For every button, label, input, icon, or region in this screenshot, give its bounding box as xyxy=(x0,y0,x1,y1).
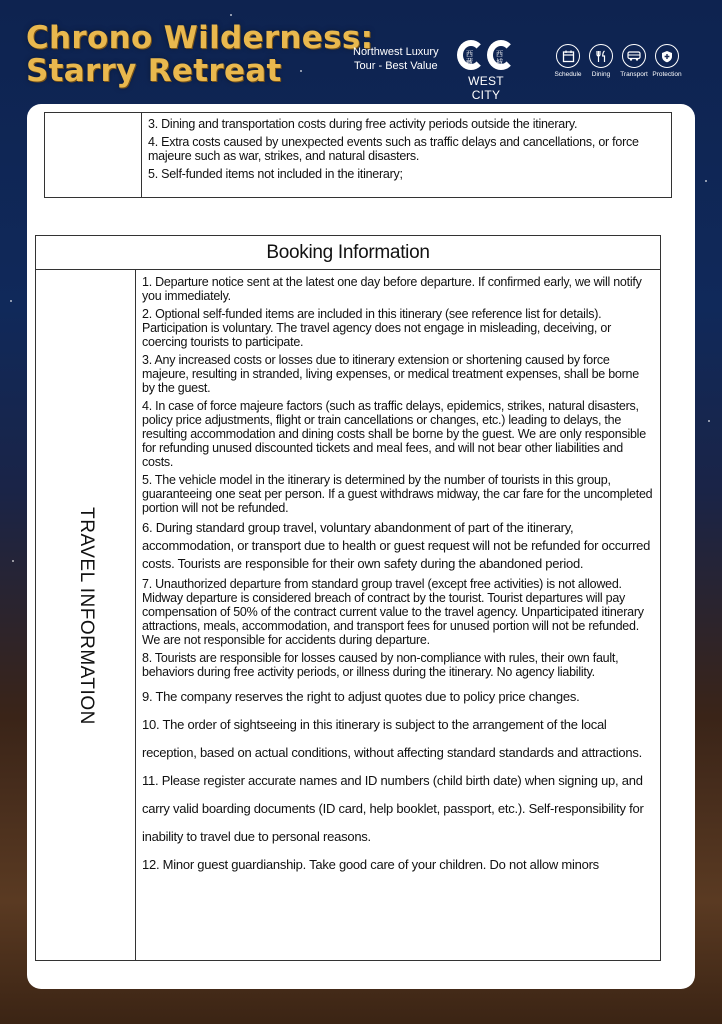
table-content-cell xyxy=(142,113,671,197)
schedule-icon xyxy=(556,44,580,68)
feature-transport xyxy=(620,44,648,78)
booking-body xyxy=(36,270,660,961)
transport-label: Transport xyxy=(620,71,648,78)
feature-schedule xyxy=(554,44,582,78)
star-decoration xyxy=(708,420,710,422)
section-title: Booking Information xyxy=(36,236,660,270)
list-item: 7. Unauthorized departure from standard group travel (except free activities) is not allowed. Midway departure is considered breach of contract by the tourist. Tourist departures will pay compensation of 50% of the contract current value to the travel agency. Unparticipated itinerary attractions, meals, accommodation, and transport fees for unused portion will not be refunded. We are not responsible for accidents during departure. xyxy=(142,577,644,647)
excluded-costs-table xyxy=(44,112,672,198)
title-line-2: Starry Retreat xyxy=(26,53,282,89)
list-item: 2. Optional self-funded items are included in this itinerary (see reference list for details). Participation is voluntary. The travel agency does not engage in misleading, deceiving, or coercing tourists to participate. xyxy=(142,307,611,349)
logo-text: WEST CITY xyxy=(468,74,504,102)
schedule-label: Schedule xyxy=(554,71,582,78)
list-item: 10. The order of sightseeing in this itinerary is subject to the arrangement of the local reception, based on actual conditions, without affecting standard standards and attractions. xyxy=(142,717,642,760)
booking-information-table xyxy=(35,235,661,961)
list-item: 6. During standard group travel, voluntary abandonment of part of the itinerary, accommodation, or transport due to health or guest request will not be refunded for occurred costs. Tourists are responsible for their own safety during the abandoned period. xyxy=(142,520,651,571)
list-item: 5. Self-funded items not included in the itinerary; xyxy=(148,167,403,181)
list-item: 1. Departure notice sent at the latest one day before departure. If confirmed early, we will notify you immediately. xyxy=(142,275,642,303)
list-item: 3. Any increased costs or losses due to itinerary extension or shortening caused by force majeure, resulting in stranded, living expenses, or medical treatment expenses, shall be borne by the guest. xyxy=(142,353,639,395)
list-item: 5. The vehicle model in the itinerary is determined by the number of tourists in this group, guaranteeing one seat per person. If a guest withdraws midway, the car fare for the uncompleted portion will not be refunded. xyxy=(142,473,653,515)
star-decoration xyxy=(705,180,707,182)
list-item: 4. In case of force majeure factors (such as traffic delays, epidemics, strikes, natural disasters, policy price adjustments, flight or train cancellations or changes, etc.) leading to delays, the resulting accommodation and dining costs shall be borne by the guest. We are only responsible for refunding unused discounted tickets and meal fees, and will not bear other liabilities and costs. xyxy=(142,399,646,469)
west-city-logo xyxy=(455,40,517,102)
logo-c-right xyxy=(487,40,515,70)
protection-icon xyxy=(655,44,679,68)
list-item: 9. The company reserves the right to adjust quotes due to policy price changes. xyxy=(142,689,580,704)
logo-glyph-right: 西城 xyxy=(496,51,503,66)
logo-mark xyxy=(455,40,517,70)
tagline-line-1: Northwest Luxury xyxy=(353,46,439,58)
list-item: 8. Tourists are responsible for losses caused by non-compliance with rules, their own fault, behaviors during free activity periods, or illness during the itinerary. No agency liability. xyxy=(142,651,619,679)
side-label: TRAVEL INFORMATION xyxy=(75,506,97,725)
feature-icons xyxy=(554,44,681,78)
brand-title xyxy=(26,22,373,88)
list-item: 3. Dining and transportation costs during free activity periods outside the itinerary. xyxy=(148,117,578,131)
feature-protection xyxy=(653,44,681,78)
feature-dining xyxy=(587,44,615,78)
table-label-cell xyxy=(45,113,142,197)
logo-glyph-left: 西藏 xyxy=(466,51,473,66)
booking-items xyxy=(136,270,660,961)
dining-label: Dining xyxy=(591,71,611,78)
star-decoration xyxy=(10,300,12,302)
dining-icon xyxy=(589,44,613,68)
side-label-cell xyxy=(36,270,136,961)
list-item: 11. Please register accurate names and ID numbers (child birth date) when signing up, and carry valid boarding documents (ID card, help booklet, passport, etc.). Self-responsibility for inability to travel due to personal reasons. xyxy=(142,773,644,844)
logo-c-left xyxy=(457,40,485,70)
tagline xyxy=(353,45,439,73)
page-header xyxy=(0,0,722,108)
list-item: 12. Minor guest guardianship. Take good care of your children. Do not allow minors xyxy=(142,857,599,872)
tagline-line-2: Tour - Best Value xyxy=(354,60,438,72)
title-line-1: Chrono Wilderness: xyxy=(26,20,374,56)
star-decoration xyxy=(12,560,14,562)
transport-icon xyxy=(622,44,646,68)
protection-label: Protection xyxy=(652,71,682,78)
content-card xyxy=(27,104,695,989)
list-item: 4. Extra costs caused by unexpected events such as traffic delays and cancellations, or force majeure such as war, strikes, and natural disasters. xyxy=(148,135,639,163)
